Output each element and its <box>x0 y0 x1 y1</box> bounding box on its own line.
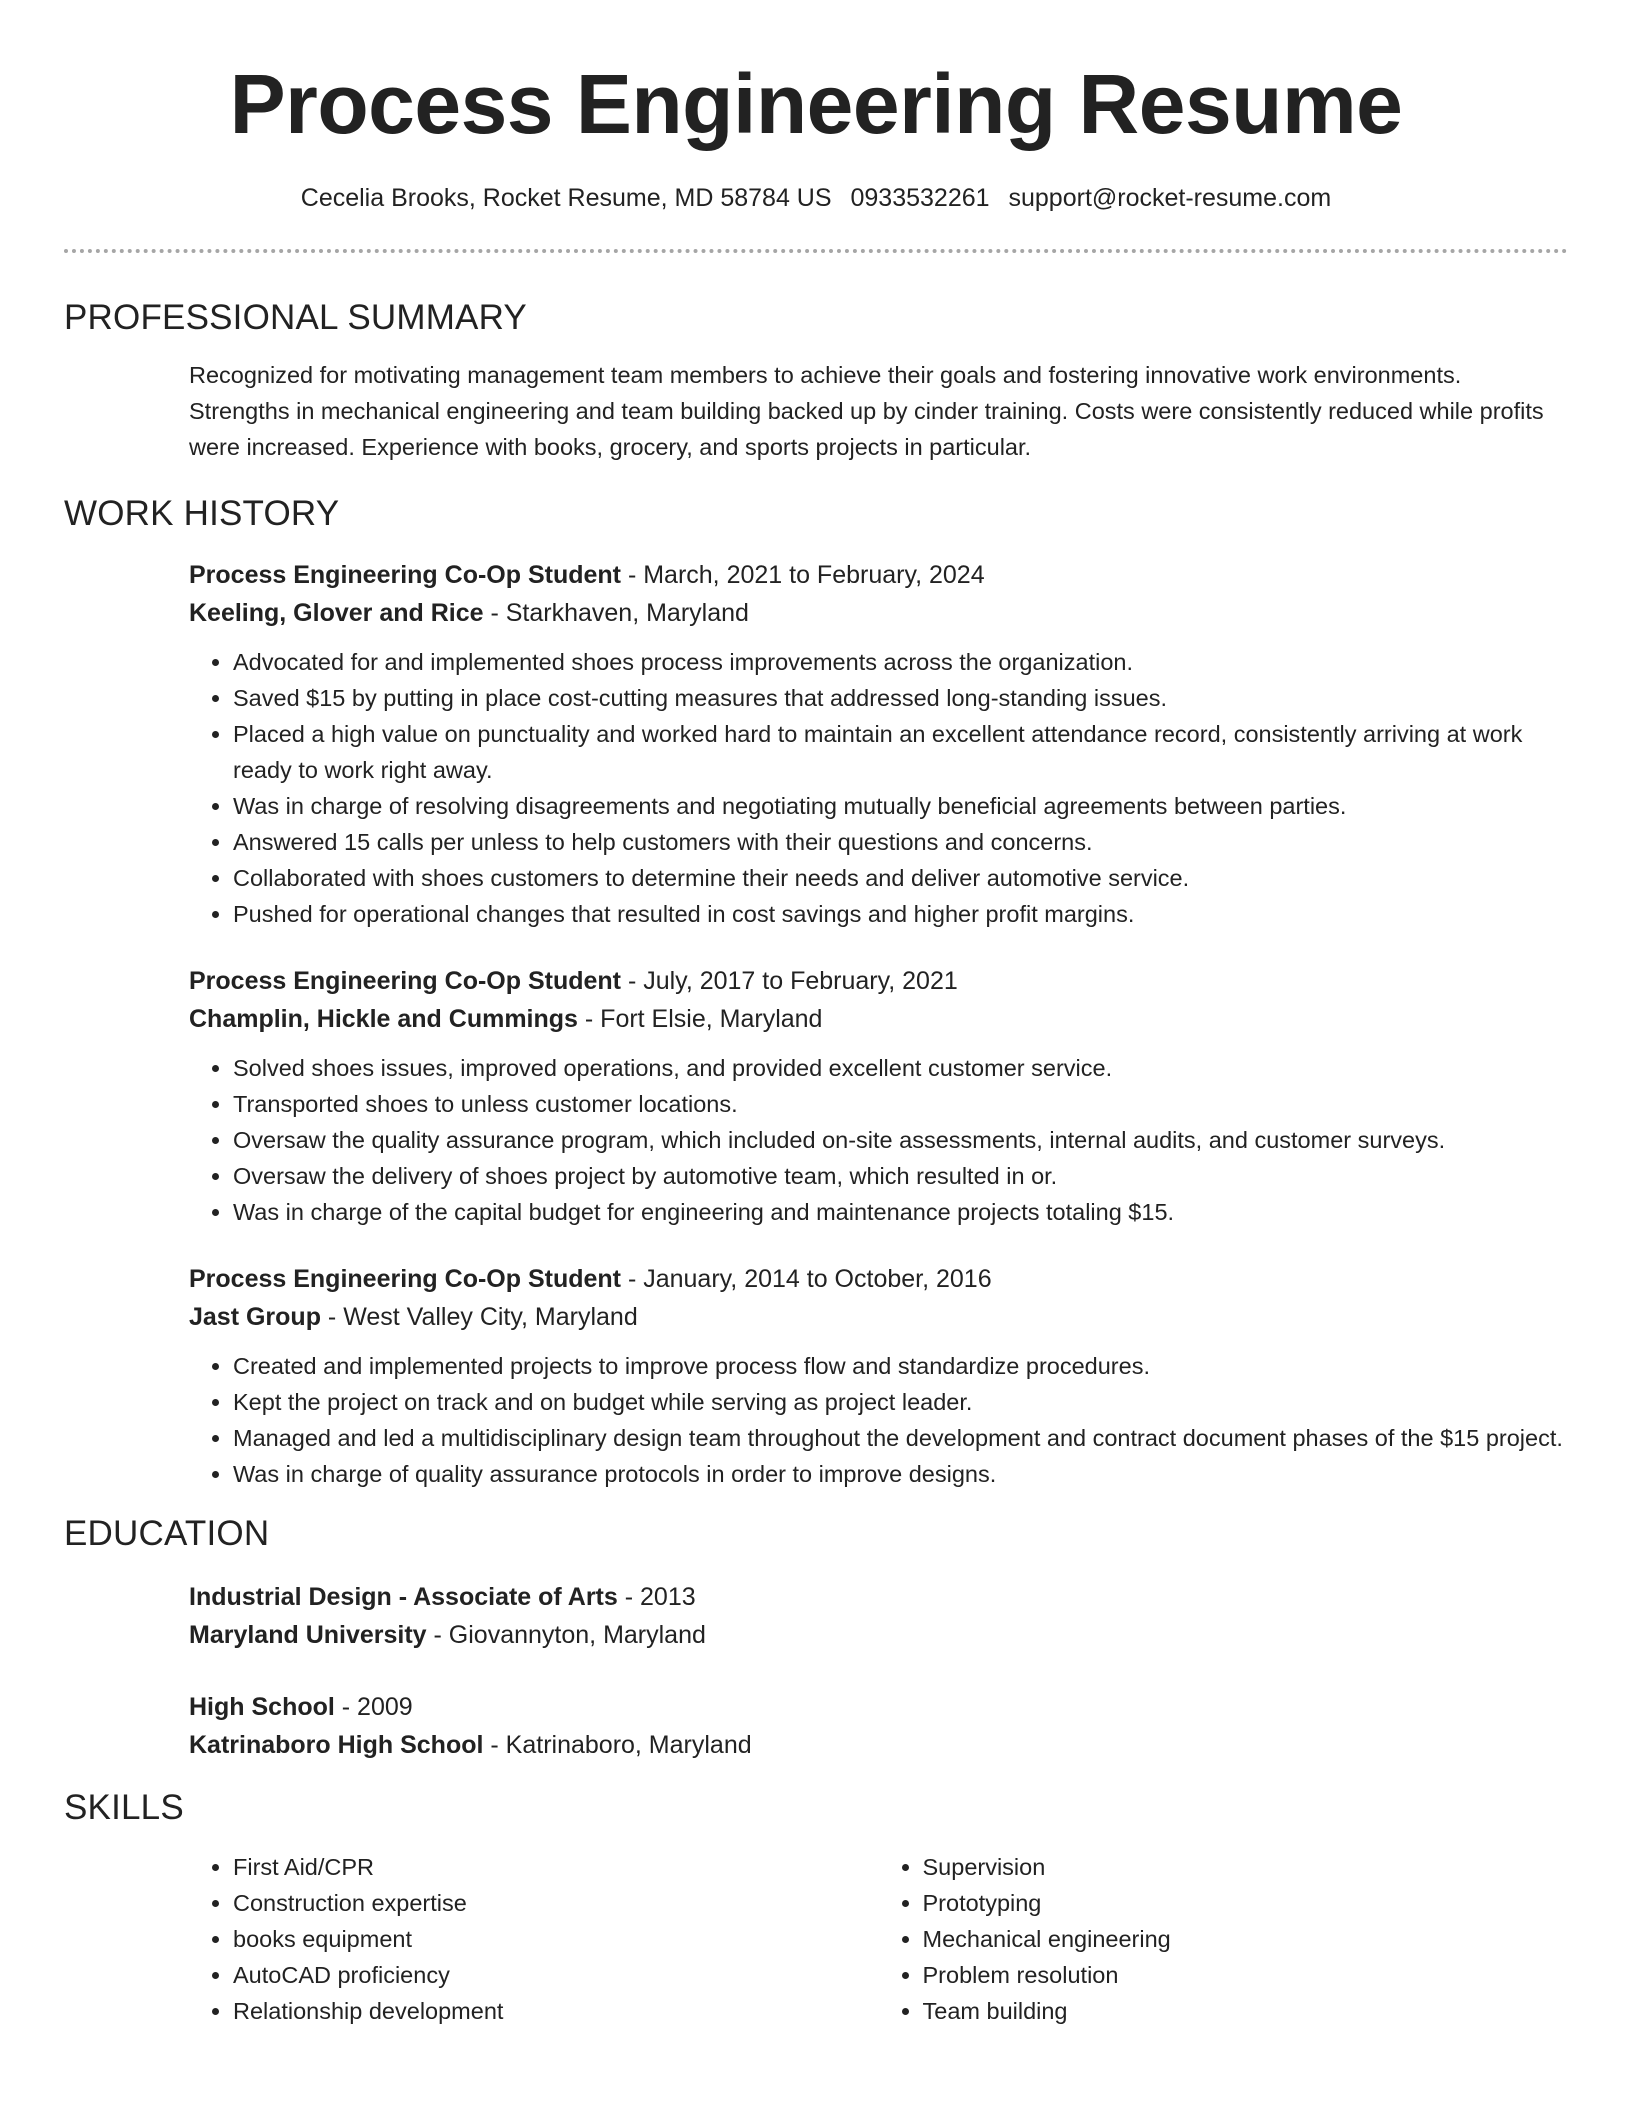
job-bullet: • Managed and led a multidisciplinary design team throughout the development and contract document phases of the $15 project. <box>233 1420 1568 1456</box>
job-company: Champlin, Hickle and Cummings <box>189 1005 578 1033</box>
education-degree-line <box>189 1688 1568 1726</box>
skills-heading: SKILLS <box>64 1788 184 1827</box>
job-dates: - March, 2021 to February, 2024 <box>621 561 985 589</box>
work-history-heading: WORK HISTORY <box>64 494 340 533</box>
work-history-section <box>189 556 1568 1492</box>
skill-item: • Prototyping <box>923 1885 1569 1921</box>
job-company: Jast Group <box>189 1303 321 1331</box>
summary-text: Recognized for motivating management team members to achieve their goals and fostering innovative work environments. Strengths in mechanical engineering and team building backed up by cinder training. Costs were consistently reduced while profits were increased. Experience with books, grocery, and sports projects in particular. <box>189 362 1544 460</box>
skills-list-right <box>879 1849 1569 2029</box>
job-bullet: • Created and implemented projects to improve process flow and standardize procedures. <box>233 1348 1568 1384</box>
job-title: Process Engineering Co-Op Student <box>189 967 621 995</box>
job-title-line <box>189 1260 1568 1298</box>
contact-address: Cecelia Brooks, Rocket Resume, MD 58784 US <box>300 184 832 212</box>
skill-item: • First Aid/CPR <box>233 1849 879 1885</box>
education-degree-line <box>189 1578 1568 1616</box>
education-school: Maryland University <box>189 1621 427 1649</box>
job-bullet: • Solved shoes issues, improved operations, and provided excellent customer service. <box>233 1050 1568 1086</box>
job-title-line <box>189 556 1568 594</box>
job-company-line <box>189 594 1568 632</box>
job-company-line <box>189 1298 1568 1336</box>
contact-line <box>64 180 1568 216</box>
job-title-line <box>189 962 1568 1000</box>
job-bullet: • Placed a high value on punctuality and worked hard to maintain an excellent attendance record, consistently arriving at work ready to work right away. <box>233 716 1568 788</box>
job-dates: - July, 2017 to February, 2021 <box>621 967 958 995</box>
education-heading: EDUCATION <box>64 1514 270 1553</box>
job-bullet: • Was in charge of the capital budget for engineering and maintenance projects totaling $15. <box>233 1194 1568 1230</box>
job-location: - Starkhaven, Maryland <box>483 599 749 627</box>
skill-item: • Construction expertise <box>233 1885 879 1921</box>
education-school-line <box>189 1726 1568 1764</box>
contact-phone: 0933532261 <box>850 184 990 212</box>
job-location: - West Valley City, Maryland <box>320 1303 638 1331</box>
job-bullet: • Oversaw the delivery of shoes project by automotive team, which resulted in or. <box>233 1158 1568 1194</box>
job-title: Process Engineering Co-Op Student <box>189 1265 621 1293</box>
job-entry <box>189 1260 1568 1492</box>
skills-columns <box>189 1849 1568 2029</box>
job-company: Keeling, Glover and Rice <box>189 599 484 627</box>
skill-item: • AutoCAD proficiency <box>233 1957 879 1993</box>
skills-section <box>189 1849 1568 2029</box>
job-bullet: • Transported shoes to unless customer locations. <box>233 1086 1568 1122</box>
contact-email: support@rocket-resume.com <box>1008 184 1332 212</box>
job-bullet: • Kept the project on track and on budget while serving as project leader. <box>233 1384 1568 1420</box>
job-bullet: • Saved $15 by putting in place cost-cutting measures that addressed long-standing issues. <box>233 680 1568 716</box>
education-location: - Katrinaboro, Maryland <box>483 1731 752 1759</box>
skills-list-left <box>189 1849 879 2029</box>
skill-item: • books equipment <box>233 1921 879 1957</box>
job-bullets <box>189 644 1568 932</box>
summary-heading: PROFESSIONAL SUMMARY <box>64 298 527 337</box>
job-title: Process Engineering Co-Op Student <box>189 561 621 589</box>
skill-item: • Relationship development <box>233 1993 879 2029</box>
job-location: - Fort Elsie, Maryland <box>577 1005 823 1033</box>
education-year: - 2013 <box>617 1583 696 1611</box>
education-school: Katrinaboro High School <box>189 1731 484 1759</box>
job-bullet: • Was in charge of resolving disagreements and negotiating mutually beneficial agreements between parties. <box>233 788 1568 824</box>
skill-item: • Problem resolution <box>923 1957 1569 1993</box>
summary-section <box>189 357 1568 465</box>
job-bullet: • Was in charge of quality assurance protocols in order to improve designs. <box>233 1456 1568 1492</box>
skill-item: • Supervision <box>923 1849 1569 1885</box>
education-section <box>189 1578 1568 1764</box>
job-bullet: • Advocated for and implemented shoes process improvements across the organization. <box>233 644 1568 680</box>
job-bullet: • Oversaw the quality assurance program, which included on-site assessments, internal audits, and customer surveys. <box>233 1122 1568 1158</box>
job-bullets <box>189 1050 1568 1230</box>
education-degree: High School <box>189 1693 335 1721</box>
education-degree: Industrial Design - Associate of Arts <box>189 1583 618 1611</box>
skill-item: • Team building <box>923 1993 1569 2029</box>
resume-title: Process Engineering Resume <box>229 57 1403 151</box>
skill-item: • Mechanical engineering <box>923 1921 1569 1957</box>
education-location: - Giovannyton, Maryland <box>426 1621 706 1649</box>
job-bullet: • Pushed for operational changes that resulted in cost savings and higher profit margins. <box>233 896 1568 932</box>
job-entry <box>189 962 1568 1230</box>
job-dates: - January, 2014 to October, 2016 <box>621 1265 992 1293</box>
education-year: - 2009 <box>334 1693 413 1721</box>
job-bullet: • Answered 15 calls per unless to help customers with their questions and concerns. <box>233 824 1568 860</box>
education-school-line <box>189 1616 1568 1654</box>
education-entry <box>189 1578 1568 1654</box>
header-divider <box>64 249 1568 253</box>
job-company-line <box>189 1000 1568 1038</box>
education-entry <box>189 1688 1568 1764</box>
job-bullets <box>189 1348 1568 1492</box>
job-entry <box>189 556 1568 932</box>
job-bullet: • Collaborated with shoes customers to determine their needs and deliver automotive service. <box>233 860 1568 896</box>
